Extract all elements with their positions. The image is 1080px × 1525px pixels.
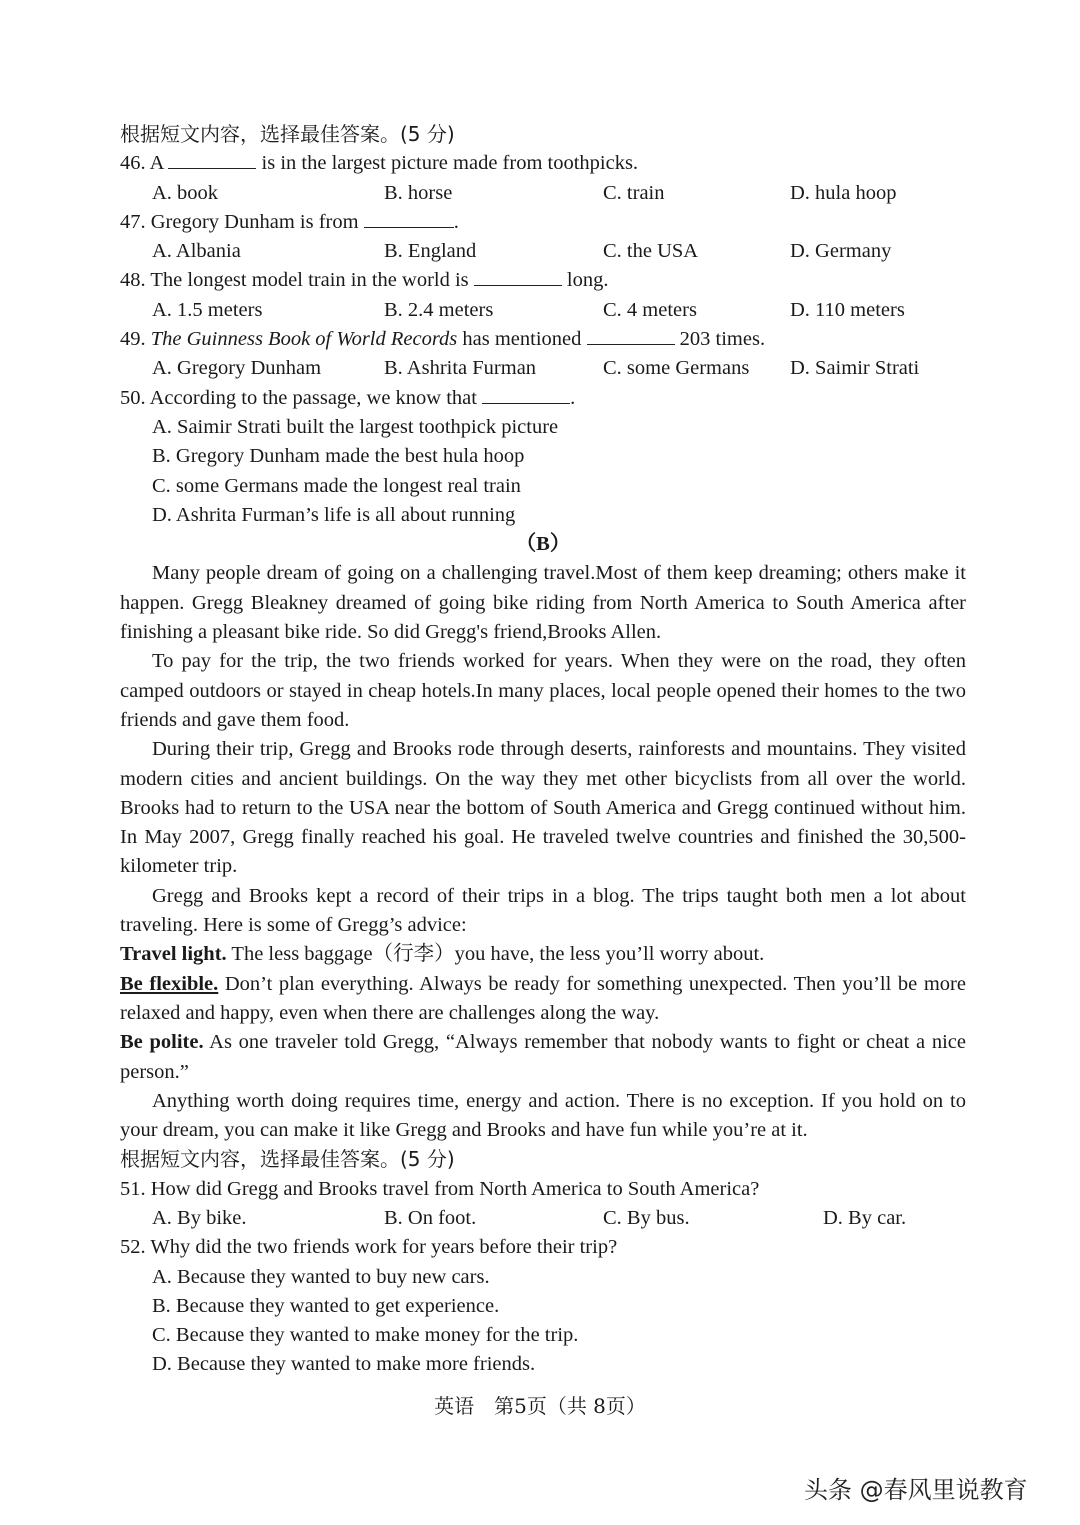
- option-a: A. By bike.: [152, 1206, 247, 1229]
- advice-body: Don’t plan everything. Always be ready for something unexpected. Then you’ll be more relaxed and happy, even when there are challenges along the way.: [120, 972, 966, 1024]
- q50-stem-end: .: [570, 386, 576, 409]
- answer-blank: [587, 326, 675, 345]
- exam-page: [120, 120, 966, 1380]
- advice-body: The less baggage（行李）you have, the less you’ll worry about.: [226, 943, 765, 966]
- advice-heading: Be polite.: [120, 1031, 204, 1054]
- q47-stem-start: 47. Gregory Dunham is from: [120, 210, 364, 233]
- advice-be-polite: [120, 1028, 966, 1087]
- option-a: A. 1.5 meters: [152, 298, 263, 321]
- option-c: C. train: [603, 181, 665, 204]
- option-c: C. 4 meters: [603, 298, 697, 321]
- option-b: B. On foot.: [384, 1206, 477, 1229]
- option-d: D. 110 meters: [790, 298, 905, 321]
- option-a: A. Saimir Strati built the largest toothpick picture: [152, 415, 559, 438]
- passage-paragraph-2: To pay for the trip, the two friends worked for years. When they were on the road, they often camped outdoors or stayed in cheap hotels.In many places, local people opened their homes to the two friends and gave them food.: [120, 650, 966, 731]
- option-c: C. the USA: [603, 240, 699, 263]
- question-48: [120, 266, 966, 295]
- q46-stem-start: 46. A: [120, 152, 169, 175]
- advice-heading: Travel light.: [120, 943, 227, 966]
- option-b: B. Gregory Dunham made the best hula hoop: [152, 445, 525, 468]
- section-b-instruction: 根据短文内容，选择最佳答案。(5 分): [120, 1147, 455, 1172]
- option-c: C. Because they wanted to make money for the trip.: [152, 1324, 579, 1347]
- question-51: 51. How did Gregg and Brooks travel from North America to South America?: [120, 1177, 760, 1200]
- option-d: D. Ashrita Furman’s life is all about running: [152, 503, 516, 526]
- option-a: A. Albania: [152, 240, 241, 263]
- page-footer: 英语 第5页（共 8页）: [434, 1394, 646, 1418]
- q46-options: [120, 179, 966, 208]
- option-a: A. Gregory Dunham: [152, 357, 322, 380]
- option-b: B. horse: [384, 181, 453, 204]
- option-b: B. Because they wanted to get experience.: [152, 1294, 500, 1317]
- option-b: B. England: [384, 240, 477, 263]
- q48-options: [120, 296, 966, 325]
- answer-blank: [168, 150, 256, 169]
- advice-travel-light: [120, 940, 966, 969]
- option-d: D. Germany: [790, 240, 892, 263]
- q47-options: [120, 237, 966, 266]
- question-46: [120, 149, 966, 178]
- q49-options: [120, 354, 966, 383]
- option-c: C. By bus.: [603, 1206, 690, 1229]
- option-a: A. Because they wanted to buy new cars.: [152, 1265, 490, 1288]
- watermark: 头条 @春风里说教育: [804, 1476, 1028, 1504]
- advice-be-flexible: [120, 970, 966, 1029]
- advice-heading: Be flexible.: [120, 972, 219, 995]
- q46-stem-end: is in the largest picture made from toothpicks.: [256, 152, 639, 175]
- book-title: The Guinness Book of World Records: [150, 328, 458, 351]
- q48-stem-end: long.: [561, 269, 609, 292]
- answer-blank: [364, 209, 454, 228]
- section-b-heading: （B）: [515, 533, 571, 556]
- q49-number: 49.: [120, 328, 151, 351]
- question-52: 52. Why did the two friends work for years before their trip?: [120, 1236, 618, 1259]
- option-d: D. Saimir Strati: [790, 357, 920, 380]
- advice-body: As one traveler told Gregg, “Always remember that nobody wants to fight or cheat a nice person.”: [120, 1031, 966, 1083]
- option-c: C. some Germans made the longest real train: [152, 474, 521, 497]
- option-c: C. some Germans: [603, 357, 750, 380]
- question-49: [120, 325, 966, 354]
- q49-stem-start: has mentioned: [457, 328, 587, 351]
- q47-stem-end: .: [453, 210, 459, 233]
- q51-options: [120, 1204, 966, 1233]
- option-b: B. Ashrita Furman: [384, 357, 537, 380]
- question-50: [120, 384, 966, 413]
- passage-paragraph-5: Anything worth doing requires time, energy and action. There is no exception. If you hold on to your dream, you can make it like Gregg and Brooks and have fun while you’re at it.: [120, 1089, 966, 1142]
- section-a-instruction: 根据短文内容，选择最佳答案。(5 分): [120, 122, 455, 146]
- passage-paragraph-4: Gregg and Brooks kept a record of their trips in a blog. The trips taught both men a lot about traveling. Here is some of Gregg’s advice:: [120, 884, 966, 937]
- q49-stem-end: 203 times.: [674, 328, 766, 351]
- answer-blank: [482, 385, 570, 404]
- option-d: D. By car.: [823, 1206, 907, 1229]
- passage-paragraph-1: Many people dream of going on a challenging travel.Most of them keep dreaming; others make it happen. Gregg Bleakney dreamed of going bike riding from North America to South America after finishing a pleasant bike ride. So did Gregg's friend,Brooks Allen.: [120, 562, 966, 644]
- question-47: [120, 208, 966, 237]
- q48-stem-start: 48. The longest model train in the world is: [120, 269, 474, 292]
- answer-blank: [474, 267, 562, 286]
- q50-stem-start: 50. According to the passage, we know that: [120, 386, 483, 409]
- option-b: B. 2.4 meters: [384, 298, 494, 321]
- option-a: A. book: [152, 181, 219, 204]
- passage-paragraph-3: During their trip, Gregg and Brooks rode through deserts, rainforests and mountains. They visited modern cities and ancient buildings. On the way they met other bicyclists from all over the world. Brooks had to return to the USA near the bottom of South America and Gregg continued without him. In May 2007, Gregg finally reached his goal. He traveled twelve countries and finished the 30,500-kilometer trip.: [120, 738, 966, 878]
- option-d: D. hula hoop: [790, 181, 897, 204]
- option-d: D. Because they wanted to make more friends.: [152, 1353, 536, 1376]
